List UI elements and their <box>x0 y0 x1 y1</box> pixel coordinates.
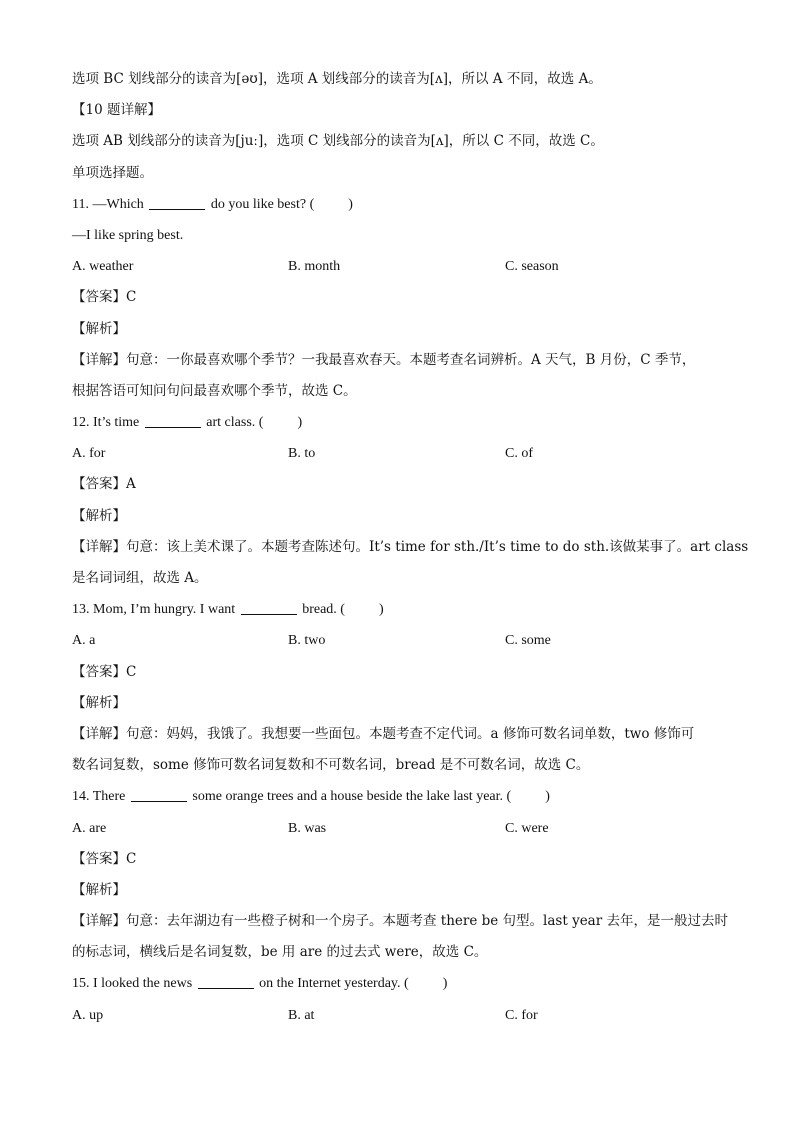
question-12-analysis-label: 【解析】 <box>72 507 126 524</box>
question-14-answer: 【答案】C <box>72 850 137 867</box>
question-11-stem: 11. —Which do you like best? ( ) <box>72 196 353 212</box>
answer-blank <box>241 600 297 615</box>
question-number: 15. <box>72 976 90 992</box>
option-c: C. for <box>505 1007 538 1023</box>
question-number: 14. <box>72 789 90 805</box>
question-14-stem: 14. There some orange trees and a house beside the lake last year. ( ) <box>72 789 550 805</box>
answer-blank <box>131 787 187 802</box>
option-b: B. at <box>288 1007 315 1023</box>
option-c: C. were <box>505 820 549 836</box>
question-15-options <box>72 1000 732 1031</box>
question-12-answer: 【答案】A <box>72 476 136 493</box>
answer-blank <box>198 974 254 989</box>
option-b: B. two <box>288 633 326 649</box>
option-a: A. are <box>72 820 107 836</box>
question-13-answer: 【答案】C <box>72 663 137 680</box>
question-12-detail-line-2: 是名词词组，故选 A。 <box>72 570 208 586</box>
question-number: 12. <box>72 415 90 431</box>
question-14-analysis-label: 【解析】 <box>72 881 126 898</box>
question-13-detail-line-2: 数名词复数，some 修饰可数名词复数和不可数名词，bread 是不可数名词，故选 C。 <box>72 757 590 774</box>
option-b: B. to <box>288 446 316 462</box>
option-c: C. of <box>505 446 533 462</box>
option-b: B. was <box>288 820 327 836</box>
option-a: A. for <box>72 446 106 462</box>
question-13-options <box>72 625 732 656</box>
explanation-q9-line: 选项 BC 划线部分的读音为[əʊ]，选项 A 划线部分的读音为[ʌ]，所以 A 不同，故选 A。 <box>72 71 602 87</box>
question-11-options <box>72 251 732 282</box>
question-13-stem: 13. Mom, I’m hungry. I want bread. ( ) <box>72 602 384 618</box>
section-title: 单项选择题。 <box>72 164 153 181</box>
question-12-detail-line-1: 【详解】句意：该上美术课了。本题考查陈述句。It’s time for sth./It’s time to do sth.该做某事了。art class <box>72 538 749 555</box>
question-13-detail-line-1: 【详解】句意：妈妈，我饿了。我想要一些面包。本题考查不定代词。a 修饰可数名词单数，two 修饰可 <box>72 725 695 742</box>
question-number: 11. <box>72 196 89 212</box>
answer-blank <box>149 195 205 210</box>
question-14-detail-line-1: 【详解】句意：去年湖边有一些橙子树和一个房子。本题考查 there be 句型。last year 去年，是一般过去时 <box>72 913 728 930</box>
question-15-stem: 15. I looked the news on the Internet yesterday. ( ) <box>72 976 448 992</box>
question-11-answer: 【答案】C <box>72 289 137 306</box>
option-a: A. up <box>72 1007 104 1023</box>
question-13-analysis-label: 【解析】 <box>72 694 126 711</box>
answer-blank <box>145 413 201 428</box>
option-a: A. a <box>72 633 96 649</box>
q10-heading: 【10 题详解】 <box>72 102 161 119</box>
document-page <box>72 64 749 1031</box>
question-12-stem: 12. It’s time art class. ( ) <box>72 415 303 431</box>
question-12-options <box>72 438 732 469</box>
question-14-options <box>72 813 732 844</box>
question-number: 13. <box>72 602 90 618</box>
question-11-detail-line-2: 根据答语可知问句问最喜欢哪个季节，故选 C。 <box>72 382 357 399</box>
option-c: C. season <box>505 259 559 275</box>
explanation-q10-line: 选项 AB 划线部分的读音为[juː]，选项 C 划线部分的读音为[ʌ]，所以 C 不同，故选 C。 <box>72 133 604 150</box>
option-a: A. weather <box>72 259 134 275</box>
question-11-detail-line-1: 【详解】句意：一你最喜欢哪个季节？一我最喜欢春天。本题考查名词辨析。A 天气，B 月份，C 季节， <box>72 351 696 368</box>
question-11-analysis-label: 【解析】 <box>72 320 126 337</box>
option-c: C. some <box>505 633 551 649</box>
question-14-detail-line-2: 的标志词，横线后是名词复数，be 用 are 的过去式 were，故选 C。 <box>72 944 488 961</box>
question-11-reply: —I like spring best. <box>72 227 184 243</box>
option-b: B. month <box>288 259 341 275</box>
